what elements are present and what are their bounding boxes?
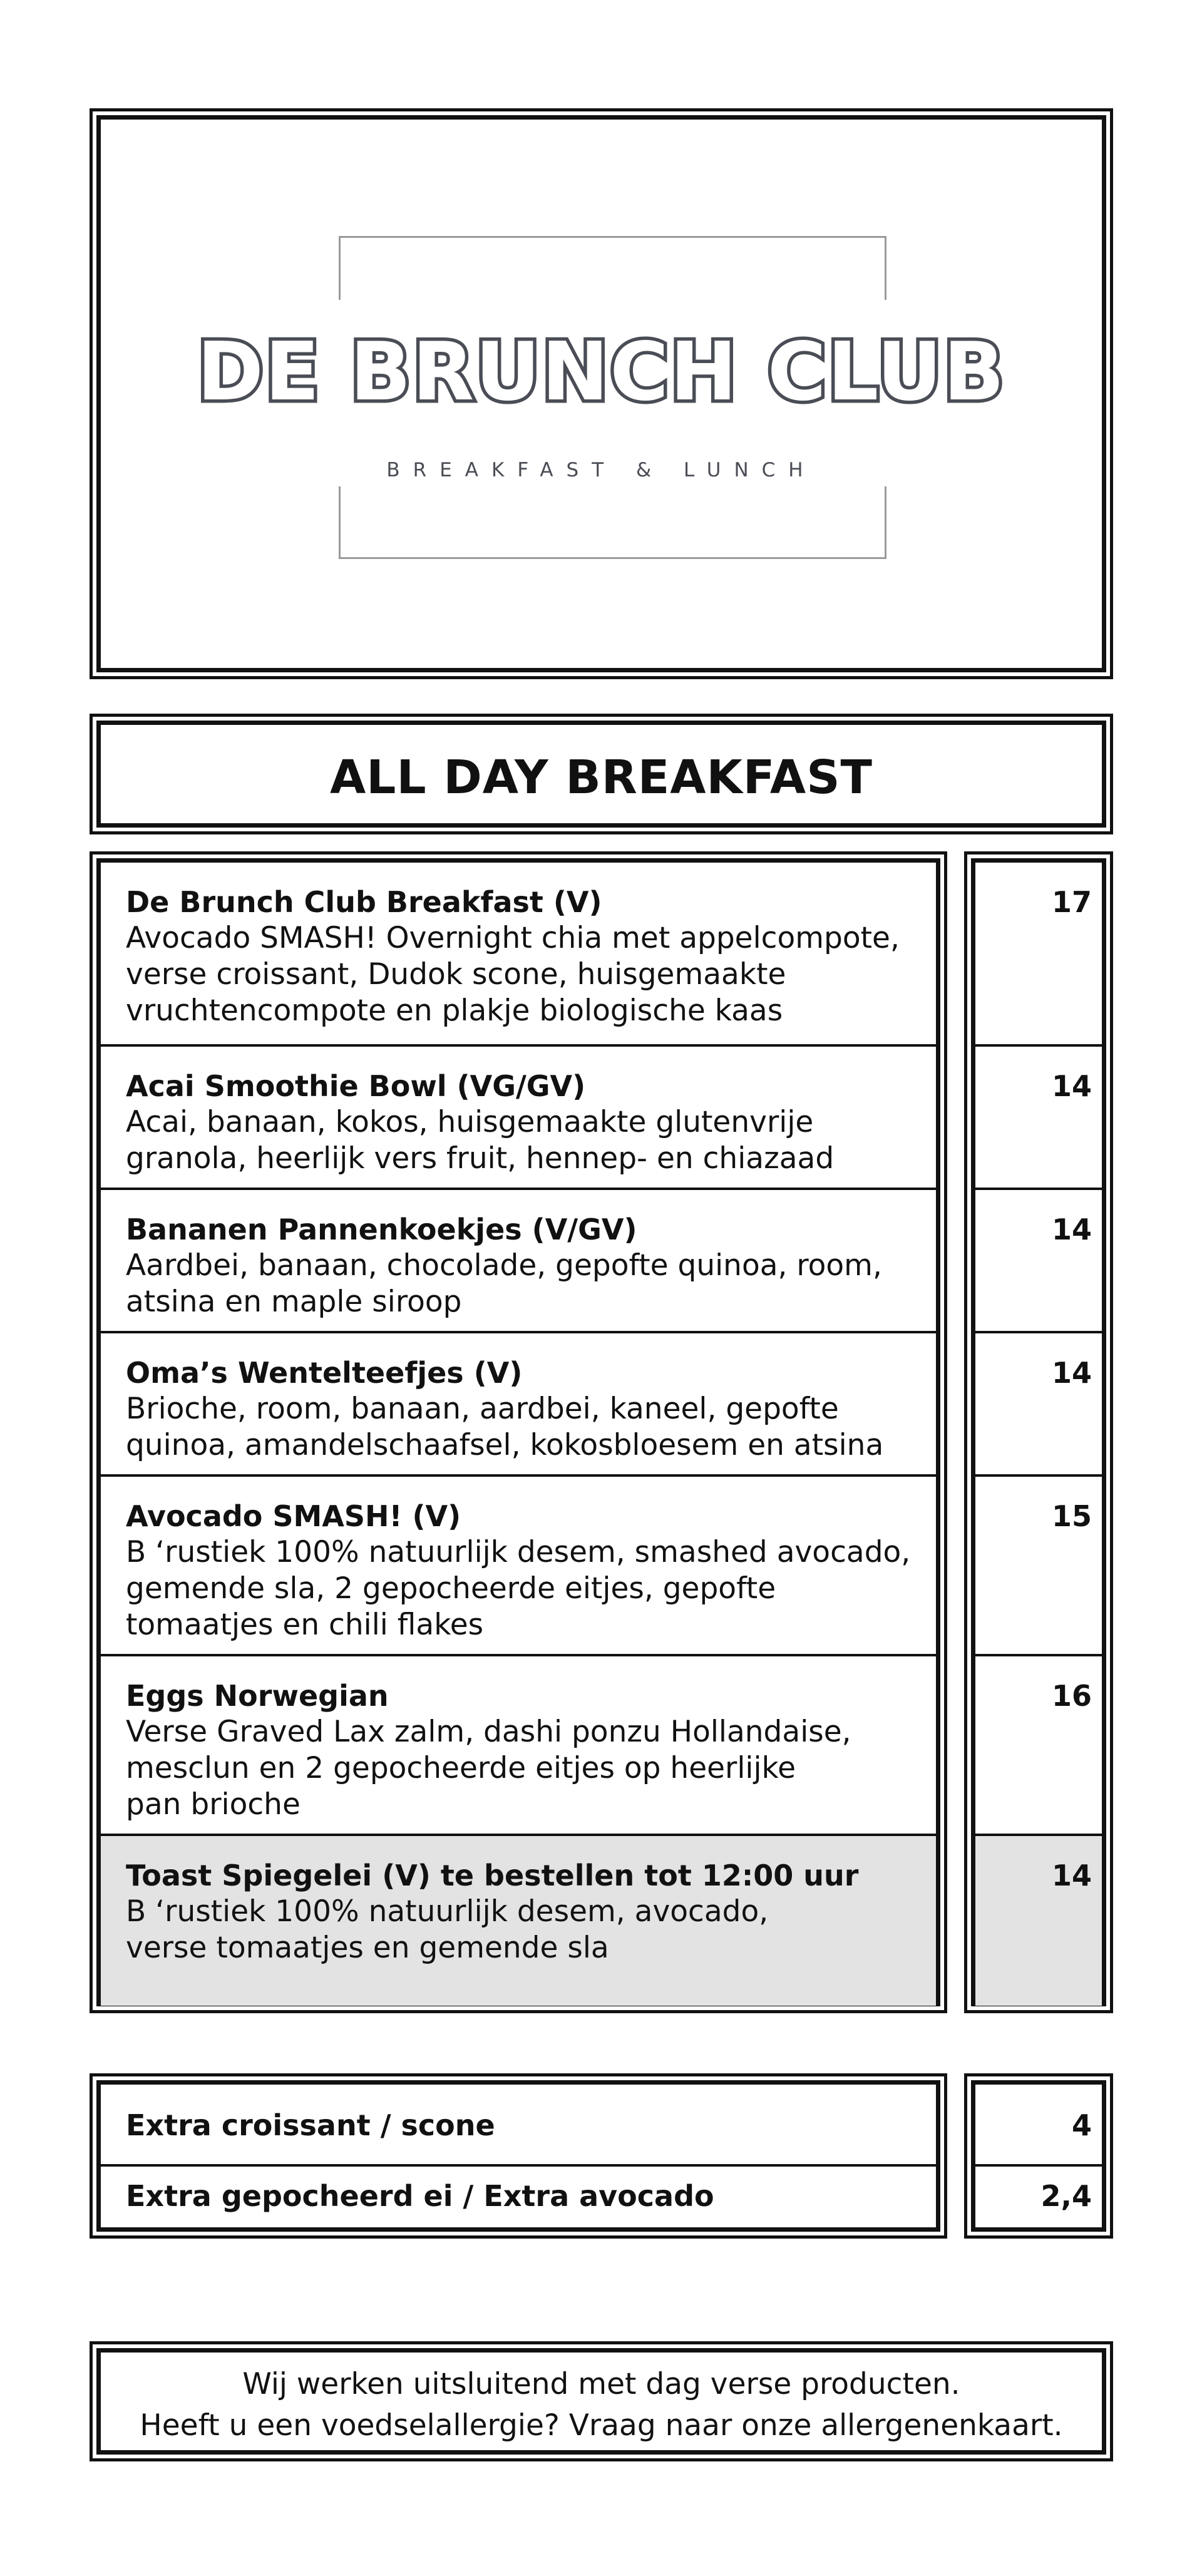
section-title: ALL DAY BREAKFAST [330, 751, 873, 804]
extra-name: Extra gepocheerd ei / Extra avocado [126, 2179, 714, 2213]
item-description: Avocado SMASH! Overnight chia met appelcompote, verse croissant, Dudok scone, huisgemaakte vruchtencompote en plakje biologische kaas [126, 921, 900, 1028]
notice-line-1: Wij werken uitsluitend met dag verse producten. [242, 2367, 960, 2401]
extra-item [101, 2164, 936, 2231]
item-price: 14 [1051, 1213, 1092, 1246]
price-cell-highlighted [975, 1834, 1102, 2006]
menu-item [101, 863, 936, 1044]
extra-name: Extra croissant / scone [126, 2108, 495, 2142]
item-price: 14 [1051, 1356, 1092, 1390]
item-price: 17 [1051, 885, 1092, 919]
menu-item [101, 1474, 936, 1654]
item-price: 15 [1051, 1499, 1092, 1533]
logo-frame-top [339, 236, 886, 300]
menu-item [101, 1331, 936, 1474]
menu-items-panel [90, 851, 947, 2013]
item-description: Acai, banaan, kokos, huisgemaakte glutenvrije granola, heerlijk vers fruit, hennep- en chiazaad [126, 1105, 835, 1176]
extra-price-cell [975, 2164, 1102, 2231]
item-description: Brioche, room, banaan, aardbei, kaneel, gepofte quinoa, amandelschaafsel, kokosbloesem en atsina [126, 1392, 884, 1462]
price-cell [975, 1188, 1102, 1331]
menu-item [101, 1654, 936, 1834]
menu-item-highlighted [101, 1834, 936, 2006]
extra-price: 2,4 [1040, 2179, 1092, 2213]
notice-line-2: Heeft u een voedselallergie? Vraag naar onze allergenenkaart. [140, 2408, 1063, 2443]
price-cell [975, 1654, 1102, 1834]
item-name: Acai Smoothie Bowl (VG/GV) [126, 1069, 586, 1103]
extra-item [101, 2085, 936, 2164]
extras-panel [90, 2073, 947, 2239]
item-name: De Brunch Club Breakfast (V) [126, 885, 602, 919]
menu-item [101, 1044, 936, 1188]
item-price: 14 [1051, 1859, 1092, 1892]
item-name: Bananen Pannenkoekjes (V/GV) [126, 1213, 637, 1246]
item-name: Eggs Norwegian [126, 1679, 389, 1713]
extra-price: 4 [1071, 2108, 1092, 2142]
price-cell [975, 863, 1102, 1044]
logo-title: DE BRUNCH CLUB [197, 326, 1006, 419]
item-description: B ‘rustiek 100% natuurlijk desem, smashed avocado, gemende sla, 2 gepocheerde eitjes, gepofte tomaatjes en chili flakes [126, 1535, 911, 1642]
allergy-notice [90, 2341, 1113, 2461]
logo-subtitle: BREAKFAST & LUNCH [386, 459, 816, 481]
item-price: 16 [1051, 1679, 1092, 1713]
header-panel [90, 108, 1113, 679]
item-name: Avocado SMASH! (V) [126, 1499, 461, 1533]
item-name: Oma’s Wentelteefjes (V) [126, 1356, 523, 1390]
price-cell [975, 1474, 1102, 1654]
item-description: Aardbei, banaan, chocolade, gepofte quinoa, room, atsina en maple siroop [126, 1248, 882, 1319]
menu-item [101, 1188, 936, 1331]
item-price: 14 [1051, 1069, 1092, 1103]
item-description: B ‘rustiek 100% natuurlijk desem, avocado, verse tomaatjes en gemende sla [126, 1894, 769, 1965]
logo-frame-bottom [339, 486, 886, 559]
item-description: Verse Graved Lax zalm, dashi ponzu Hollandaise, mesclun en 2 gepocheerde eitjes op heerlijke pan brioche [126, 1715, 851, 1822]
menu-prices-panel [964, 851, 1113, 2013]
extra-price-cell [975, 2085, 1102, 2164]
price-cell [975, 1331, 1102, 1474]
price-cell [975, 1044, 1102, 1188]
section-header [90, 714, 1113, 834]
extras-prices-panel [964, 2073, 1113, 2239]
item-name: Toast Spiegelei (V) te bestellen tot 12:00 uur [126, 1859, 859, 1892]
